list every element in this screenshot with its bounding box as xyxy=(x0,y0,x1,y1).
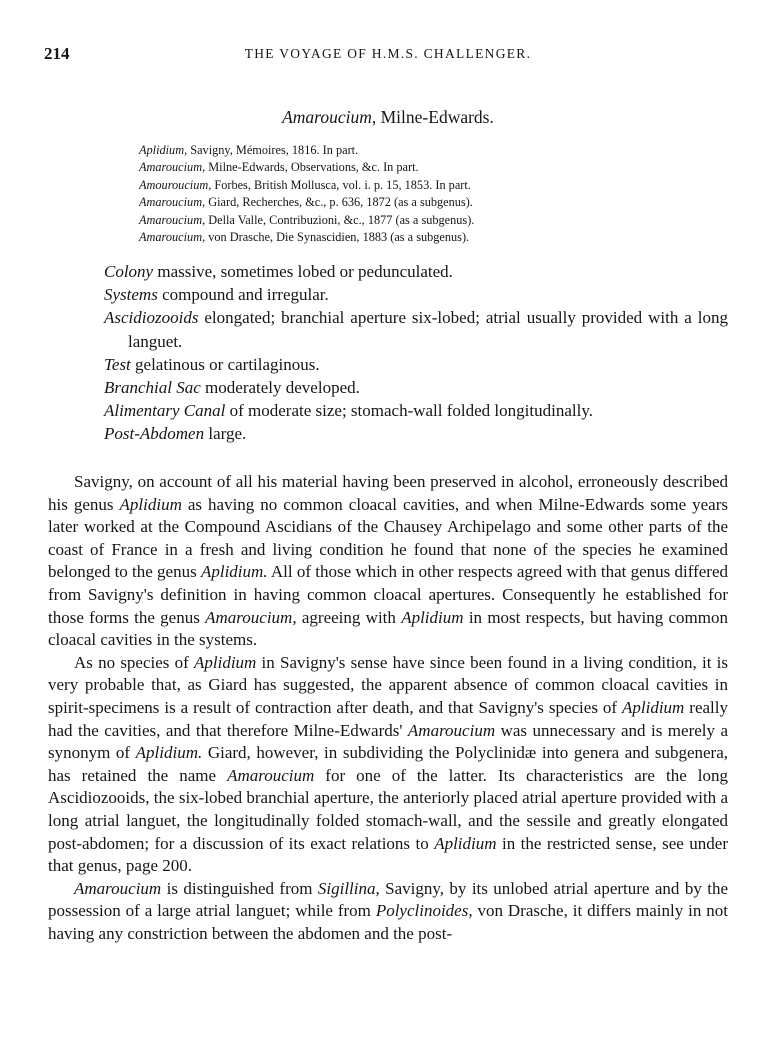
diagnosis-term: Ascidiozooids xyxy=(104,308,199,328)
synonymy-genus: Amouroucium xyxy=(139,177,209,192)
diagnosis-term: Test xyxy=(104,354,131,374)
diagnosis-item xyxy=(104,399,728,422)
italic-text: Amaroucium xyxy=(74,878,162,898)
text-run: was unnecessary and is merely a synonym of xyxy=(48,720,729,763)
text-run: as having no common cloacal cavities, and when Milne-Edwards some years later worked at the Compound Ascidians of the Chausey Archipelago and some other parts of the coast of France in a fresh and living condition he found that none of the species he examined belonged to the genus xyxy=(48,494,729,582)
text-run: is distinguished from xyxy=(161,878,318,898)
diagnosis-item xyxy=(104,353,728,376)
text-run: in most respects, but having common cloacal cavities in the systems. xyxy=(48,607,729,650)
diagnosis-text: massive, sometimes lobed or pedunculated. xyxy=(153,262,453,281)
italic-text: Amaroucium xyxy=(227,765,315,785)
diagnosis-text: large. xyxy=(204,424,247,444)
synonymy-reference: , Forbes, British Mollusca, vol. i. p. 15, 1853. In part. xyxy=(208,177,471,192)
italic-text: Aplidium xyxy=(622,697,685,717)
text-run: All of those which in other respects agreed with that genus differed from Savigny's definition in having common cloacal apertures. Consequently he established for those forms the genus xyxy=(48,562,729,627)
italic-text: Polyclinoides, xyxy=(375,901,473,921)
diagnosis-item xyxy=(104,422,728,445)
italic-text: Aplidium. xyxy=(200,562,268,582)
text-run: in Savigny's sense have since been found in a living condition, it is very probable that, as Giard has suggested, the apparent absence of common cloacal cavities in spirit-specimens is a result of contraction after death, and that Savigny's species of xyxy=(48,652,728,717)
diagnosis-text: elongated; branchial aperture six-lobed; atrial usually provided with a long languet. xyxy=(128,308,728,351)
diagnosis-term: Alimentary Canal xyxy=(104,401,226,421)
diagnosis-term: Systems xyxy=(104,285,158,305)
synonymy-genus: Amaroucium xyxy=(139,195,203,210)
diagnosis-item xyxy=(104,376,728,399)
genus-diagnosis xyxy=(104,260,728,446)
genus-author: , Milne-Edwards. xyxy=(371,107,494,127)
text-run: von Drasche, it differs mainly in not having any constriction between the abdomen and the post- xyxy=(48,901,729,943)
text-run: for one of the latter. Its characteristics are the long Ascidiozooids, the six-lobed branchial aperture, the anteriorly placed atrial aperture provided with a long atrial languet, the longitudinally folded stomach-wall, and the sessile and greatly elongated post-abdomen; for a discussion of its exact relations to xyxy=(48,765,728,853)
text-run: Giard, however, in subdividing the Polyclinidæ into genera and subgenera, has retained the name xyxy=(48,743,729,785)
diagnosis-text: of moderate size; stomach-wall folded longitudinally. xyxy=(225,401,593,421)
body-paragraph xyxy=(48,471,728,652)
body-paragraph xyxy=(48,878,728,946)
italic-text: Aplidium. xyxy=(135,743,203,763)
text-run: in the restricted sense, see under that genus, page 200. xyxy=(48,833,728,876)
text-run: agreeing with xyxy=(296,607,402,627)
synonymy-reference: , Milne-Edwards, Observations, &c. In part. xyxy=(202,160,419,175)
synonymy-entry xyxy=(139,194,739,211)
diagnosis-text: compound and irregular. xyxy=(157,285,329,305)
synonymy-reference: , von Drasche, Die Synascidien, 1883 (as a subgenus). xyxy=(202,230,470,245)
italic-text: Amaroucium, xyxy=(205,607,297,627)
synonymy-entry xyxy=(139,212,739,229)
diagnosis-item xyxy=(104,306,728,352)
italic-text: Aplidium xyxy=(401,607,464,627)
synonymy-entry xyxy=(139,229,739,246)
synonymy-entry xyxy=(139,159,739,176)
text-run: really had the cavities, and that therefore Milne-Edwards' xyxy=(48,697,728,740)
synonymy-entry xyxy=(139,142,739,159)
synonymy-genus: Aplidium xyxy=(139,143,185,157)
diagnosis-term: Branchial Sac xyxy=(104,378,201,398)
diagnosis-item xyxy=(104,283,728,306)
synonymy-list xyxy=(139,142,739,246)
page-header xyxy=(44,44,732,68)
diagnosis-item xyxy=(104,260,728,283)
synonymy-entry xyxy=(139,177,739,194)
italic-text: Aplidium xyxy=(119,494,182,514)
running-title: THE VOYAGE OF H.M.S. CHALLENGER. xyxy=(244,46,532,61)
text-run: As no species of xyxy=(74,652,194,672)
genus-heading xyxy=(0,107,776,128)
diagnosis-text: gelatinous or cartilaginous. xyxy=(130,354,320,374)
synonymy-genus: Amaroucium xyxy=(139,160,203,175)
italic-text: Aplidium xyxy=(434,833,497,853)
body-text xyxy=(48,471,728,945)
body-paragraph xyxy=(48,652,728,878)
italic-text: Aplidium xyxy=(194,652,257,672)
diagnosis-term: Colony xyxy=(104,262,154,281)
genus-name: Amaroucium xyxy=(282,107,372,127)
page-number: 214 xyxy=(44,44,70,63)
diagnosis-term: Post-Abdomen xyxy=(104,424,205,444)
synonymy-reference: , Giard, Recherches, &c., p. 636, 1872 (as a subgenus). xyxy=(202,195,473,210)
synonymy-reference: , Della Valle, Contribuzioni, &c., 1877 (as a subgenus). xyxy=(202,212,475,227)
text-run: Savigny, by its unlobed atrial aperture and by the possession of a large atrial languet; while from xyxy=(48,878,728,921)
synonymy-genus: Amaroucium xyxy=(139,212,203,227)
synonymy-reference: , Savigny, Mémoires, 1816. In part. xyxy=(184,143,359,157)
synonymy-genus: Amaroucium xyxy=(139,230,203,245)
diagnosis-text: moderately developed. xyxy=(200,378,360,398)
italic-text: Sigillina, xyxy=(317,878,380,898)
text-run: Savigny, on account of all his material having been preserved in alcohol, erroneously described his genus xyxy=(48,472,728,514)
italic-text: Amaroucium xyxy=(407,720,496,740)
